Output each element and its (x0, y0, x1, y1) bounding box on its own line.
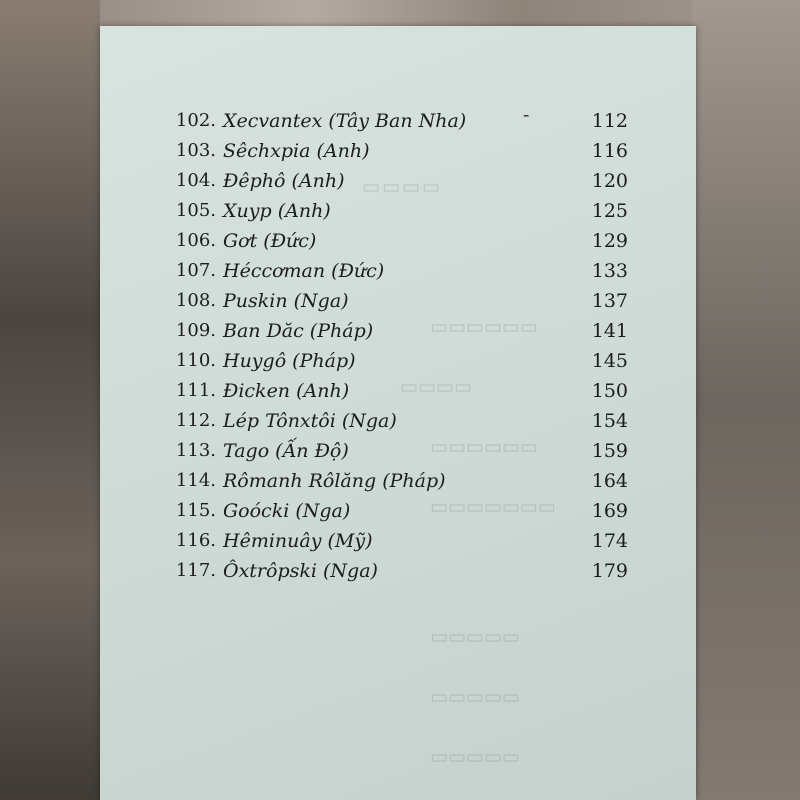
entry-title: Héccơman (Đức) (223, 260, 385, 282)
entry-title: Huygô (Pháp) (223, 350, 356, 372)
entry-title: Lép Tônxtôi (Nga) (223, 410, 397, 432)
background-surface-right (692, 0, 800, 800)
entry-page: 169 (591, 500, 628, 522)
toc-entry (100, 230, 696, 260)
entry-page: 125 (591, 200, 628, 222)
toc-entry (100, 350, 696, 380)
entry-number: 104. (175, 170, 216, 191)
entry-number: 111. (175, 380, 216, 401)
toc-entry (100, 260, 696, 290)
entry-page: 129 (591, 230, 628, 252)
entry-number: 114. (175, 470, 216, 491)
entry-title: Hêminuây (Mỹ) (223, 530, 373, 552)
toc-entry (100, 140, 696, 170)
bleed-through-text: ▭▭▭▭▭▭▭ (430, 496, 556, 518)
entry-number: 115. (175, 500, 216, 521)
entry-title: Rômanh Rôlăng (Pháp) (223, 470, 446, 492)
entry-page: 145 (591, 350, 628, 372)
entry-title: Ôxtrôpski (Nga) (223, 560, 378, 582)
table-of-contents (100, 26, 696, 800)
bleed-through-text: ▭▭▭▭▭▭ (430, 436, 538, 458)
entry-number: 112. (175, 410, 216, 431)
entry-number: 113. (175, 440, 216, 461)
bleed-through-text: ▭▭▭▭ (400, 376, 472, 398)
toc-entry (100, 200, 696, 230)
entry-page: 133 (591, 260, 628, 282)
bleed-through-text: ▭▭▭▭▭▭ (430, 316, 538, 338)
book-page (100, 26, 696, 800)
entry-title: Đêphô (Anh) (223, 170, 345, 192)
entry-title: Xuyp (Anh) (223, 200, 331, 222)
entry-title: Sêchxpia (Anh) (223, 140, 370, 162)
toc-entry (100, 560, 696, 590)
entry-page: 116 (591, 140, 628, 162)
entry-number: 106. (175, 230, 216, 251)
entry-title: Ban Dăc (Pháp) (223, 320, 374, 342)
bleed-through-text: ▭▭▭▭ (362, 176, 442, 198)
entry-page: 150 (591, 380, 628, 402)
entry-number: 108. (175, 290, 216, 311)
bleed-through-text: ▭▭▭▭▭ (430, 686, 520, 708)
entry-number: 103. (175, 140, 216, 161)
entry-number: 102. (175, 110, 216, 131)
entry-number: 105. (175, 200, 216, 221)
entry-number: 110. (175, 350, 216, 371)
separator-dash: - (523, 104, 530, 126)
entry-page: 174 (591, 530, 628, 552)
toc-entry (100, 104, 696, 140)
entry-number: 109. (175, 320, 216, 341)
toc-entry (100, 320, 696, 350)
toc-entry (100, 380, 696, 410)
bleed-through-text: ▭▭▭▭▭ (430, 746, 520, 768)
entry-page: 112 (591, 110, 628, 132)
entry-page: 137 (591, 290, 628, 312)
entry-page: 179 (591, 560, 628, 582)
entry-title: Goócki (Nga) (223, 500, 351, 522)
entry-number: 116. (175, 530, 216, 551)
entry-title: Xecvantex (Tây Ban Nha) (223, 110, 467, 132)
entry-page: 141 (591, 320, 628, 342)
entry-number: 117. (175, 560, 216, 581)
toc-entry (100, 410, 696, 440)
entry-title: Gơt (Đức) (223, 230, 317, 252)
entry-number: 107. (175, 260, 216, 281)
toc-entry (100, 470, 696, 500)
entry-page: 164 (591, 470, 628, 492)
entry-title: Puskin (Nga) (223, 290, 349, 312)
toc-entry (100, 440, 696, 470)
entry-page: 120 (591, 170, 628, 192)
toc-entry (100, 290, 696, 320)
toc-entry (100, 500, 696, 530)
background-surface-left (0, 0, 100, 800)
entry-title: Tago (Ấn Độ) (223, 440, 349, 462)
toc-entry (100, 170, 696, 200)
entry-title: Đicken (Anh) (223, 380, 350, 402)
toc-entry (100, 530, 696, 560)
bleed-through-text: ▭▭▭▭▭ (430, 626, 520, 648)
entry-page: 159 (591, 440, 628, 462)
entry-page: 154 (591, 410, 628, 432)
